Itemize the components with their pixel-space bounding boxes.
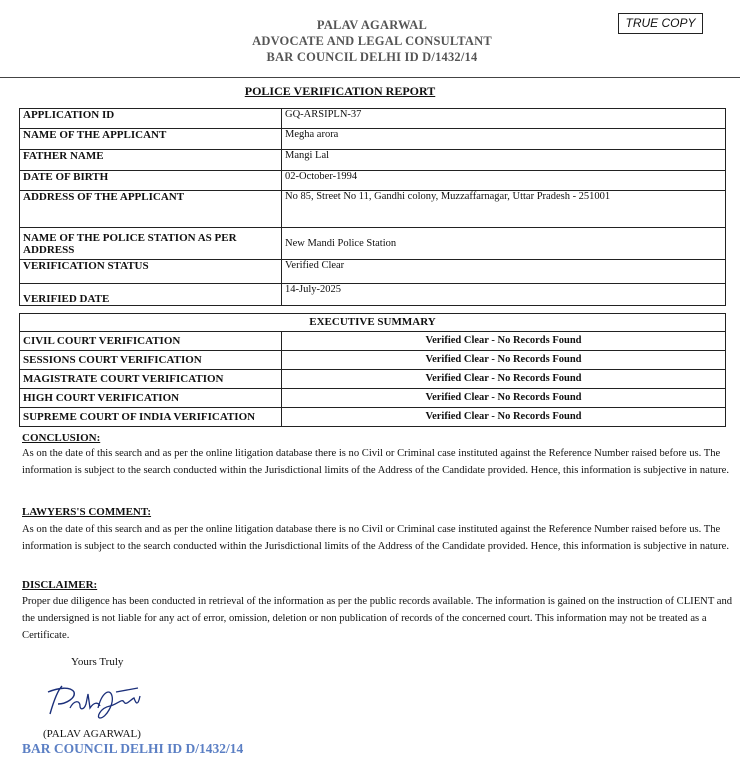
details-value: Verified Clear: [282, 260, 726, 284]
table-row: [20, 408, 726, 427]
details-label: FATHER NAME: [20, 150, 282, 171]
conclusion-text: As on the date of this search and as per the online litigation database there is no Civil or Criminal case instituted against the Reference Number raised before us. The information is subject to the search conducted within the Jurisdictional limits of the Address of the Candidate provided. Hence, this information is subjective in nature.: [22, 448, 729, 476]
table-row: [20, 351, 726, 370]
details-label: APPLICATION ID: [20, 109, 282, 129]
details-label: ADDRESS OF THE APPLICANT: [20, 191, 282, 228]
details-label: NAME OF THE APPLICANT: [20, 129, 282, 150]
table-row: [20, 129, 726, 150]
details-value: Megha arora: [282, 129, 726, 150]
details-value: New Mandi Police Station: [282, 228, 726, 260]
table-row: [20, 109, 726, 129]
details-label: NAME OF THE POLICE STATION AS PER ADDRESS: [20, 228, 282, 260]
table-row: [20, 314, 726, 332]
footer-bar-council-id: BAR COUNCIL DELHI ID D/1432/14: [22, 741, 244, 756]
details-label: DATE OF BIRTH: [20, 171, 282, 191]
executive-summary-table: [19, 313, 726, 427]
summary-value: Verified Clear - No Records Found: [282, 332, 726, 351]
true-copy-stamp: TRUE COPY: [618, 13, 703, 34]
advocate-designation: ADVOCATE AND LEGAL CONSULTANT: [252, 34, 492, 48]
summary-label: SUPREME COURT OF INDIA VERIFICATION: [20, 408, 282, 427]
table-row: [20, 171, 726, 191]
lawyers-comment-title: LAWYERS'S COMMENT:: [22, 506, 152, 518]
disclaimer-text: Proper due diligence has been conducted in retrieval of the information as per the public records available. The information is gained on the instruction of CLIENT and the undersigned is not liable for any act of error, omission, deletion or non publication of records of the concerned court. This information may not be treated as a Certificate.: [22, 596, 733, 641]
summary-value: Verified Clear - No Records Found: [282, 370, 726, 389]
details-value: GQ-ARSIPLN-37: [282, 109, 726, 129]
table-row: [20, 150, 726, 171]
details-label: VERIFIED DATE: [20, 284, 282, 306]
lawyers-comment-text: As on the date of this search and as per the online litigation database there is no Civil or Criminal case instituted against the Reference Number raised before us. The information is subject to the search conducted within the Jurisdictional limits of the Address of the Candidate provided. Hence, this information is subjective in nature.: [22, 524, 729, 552]
bar-council-id: BAR COUNCIL DELHI ID D/1432/14: [266, 50, 478, 64]
summary-label: SESSIONS COURT VERIFICATION: [20, 351, 282, 370]
table-row: [20, 389, 726, 408]
summary-label: CIVIL COURT VERIFICATION: [20, 332, 282, 351]
conclusion-title: CONCLUSION:: [22, 432, 101, 444]
table-row: [20, 228, 726, 260]
header-divider: [0, 77, 740, 78]
summary-value: Verified Clear - No Records Found: [282, 351, 726, 370]
advocate-name: PALAV AGARWAL: [316, 18, 428, 32]
table-row: [20, 332, 726, 351]
summary-value: Verified Clear - No Records Found: [282, 389, 726, 408]
details-value: 02-October-1994: [282, 171, 726, 191]
details-value: Mangi Lal: [282, 150, 726, 171]
summary-value: Verified Clear - No Records Found: [282, 408, 726, 427]
signatory-name: (PALAV AGARWAL): [43, 728, 141, 740]
table-row: [20, 260, 726, 284]
executive-summary-title: EXECUTIVE SUMMARY: [20, 314, 726, 332]
details-value: 14-July-2025: [282, 284, 726, 306]
summary-label: MAGISTRATE COURT VERIFICATION: [20, 370, 282, 389]
table-row: [20, 191, 726, 228]
signature-icon: [40, 678, 150, 729]
details-value: No 85, Street No 11, Gandhi colony, Muzzaffarnagar, Uttar Pradesh - 251001: [282, 191, 726, 228]
table-row: [20, 370, 726, 389]
disclaimer-title: DISCLAIMER:: [22, 579, 98, 591]
yours-truly: Yours Truly: [71, 656, 124, 668]
summary-label: HIGH COURT VERIFICATION: [20, 389, 282, 408]
table-row: [20, 284, 726, 306]
report-title: POLICE VERIFICATION REPORT: [244, 84, 436, 98]
applicant-details-table: [19, 108, 726, 306]
details-label: VERIFICATION STATUS: [20, 260, 282, 284]
